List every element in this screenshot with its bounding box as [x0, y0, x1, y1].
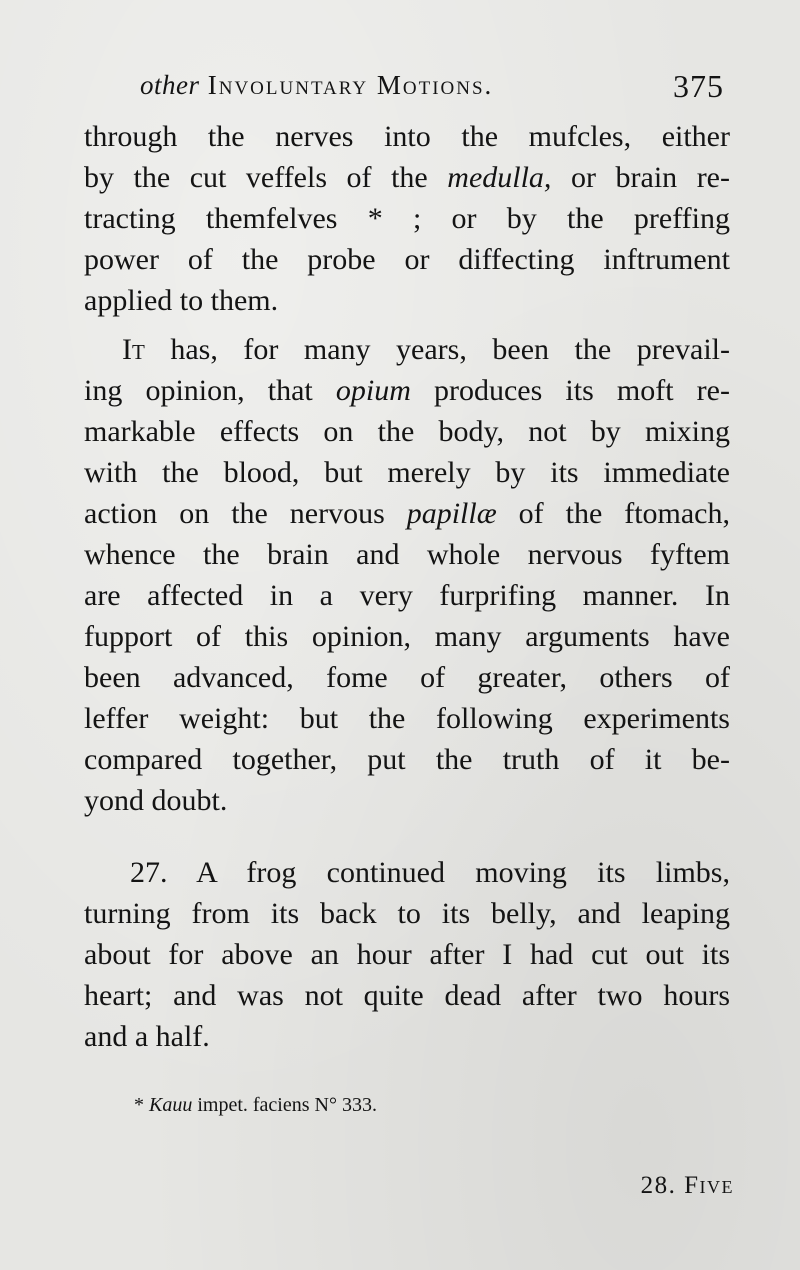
- text-line: about for above an hour after I had cut out its: [84, 938, 730, 971]
- text-line: and a half.: [84, 1020, 210, 1053]
- running-head-title: [140, 70, 493, 101]
- running-head: [140, 62, 730, 112]
- initial-word: It: [122, 333, 145, 366]
- text-line: applied to them.: [84, 284, 279, 317]
- paragraph-experiment-27: [84, 852, 730, 1057]
- running-head-italic: other: [140, 70, 200, 100]
- text-line: ing opinion, that opium produces its moft re-: [84, 374, 730, 407]
- text-line: action on the nervous papillæ of the ftomach,: [84, 497, 730, 530]
- footnote: [134, 1094, 377, 1117]
- footnote-text: impet. faciens N° 333.: [192, 1094, 377, 1116]
- page-number: 375: [673, 68, 724, 104]
- text-line: been advanced, fome of greater, others of: [84, 661, 730, 694]
- paragraph-continuation: [84, 116, 730, 321]
- catchword: 28. Five: [640, 1172, 734, 1199]
- text-line: tracting themfelves * ; or by the preffing: [84, 202, 730, 235]
- text-line: through the nerves into the mufcles, either: [84, 120, 730, 153]
- text-line: It has, for many years, been the prevail-: [122, 333, 730, 366]
- text-line: yond doubt.: [84, 784, 228, 817]
- footnote-italic: Kauu: [149, 1094, 193, 1116]
- text-line: fupport of this opinion, many arguments have: [84, 620, 730, 653]
- italic-term: opium: [335, 374, 411, 407]
- text-line: by the cut veffels of the medulla, or brain re-: [84, 161, 730, 194]
- text-line: are affected in a very furprifing manner. In: [84, 579, 730, 612]
- text-line: with the blood, but merely by its immediate: [84, 456, 730, 489]
- text-line: 27. A frog continued moving its limbs,: [130, 856, 730, 889]
- text-line: leffer weight: but the following experiments: [84, 702, 730, 735]
- text-line: compared together, put the truth of it be-: [84, 743, 730, 776]
- paragraph-opium: [84, 329, 730, 821]
- italic-term: medulla,: [447, 161, 552, 194]
- text-line: turning from its back to its belly, and leaping: [84, 897, 730, 930]
- footnote-mark: *: [134, 1094, 144, 1116]
- text-line: heart; and was not quite dead after two hours: [84, 979, 730, 1012]
- text-line: markable effects on the body, not by mixing: [84, 415, 730, 448]
- italic-term: papillæ: [406, 497, 497, 530]
- text-line: whence the brain and whole nervous fyftem: [84, 538, 730, 571]
- running-head-caps: Involuntary Motions.: [207, 70, 494, 100]
- text-line: power of the probe or diffecting inftrument: [84, 243, 730, 276]
